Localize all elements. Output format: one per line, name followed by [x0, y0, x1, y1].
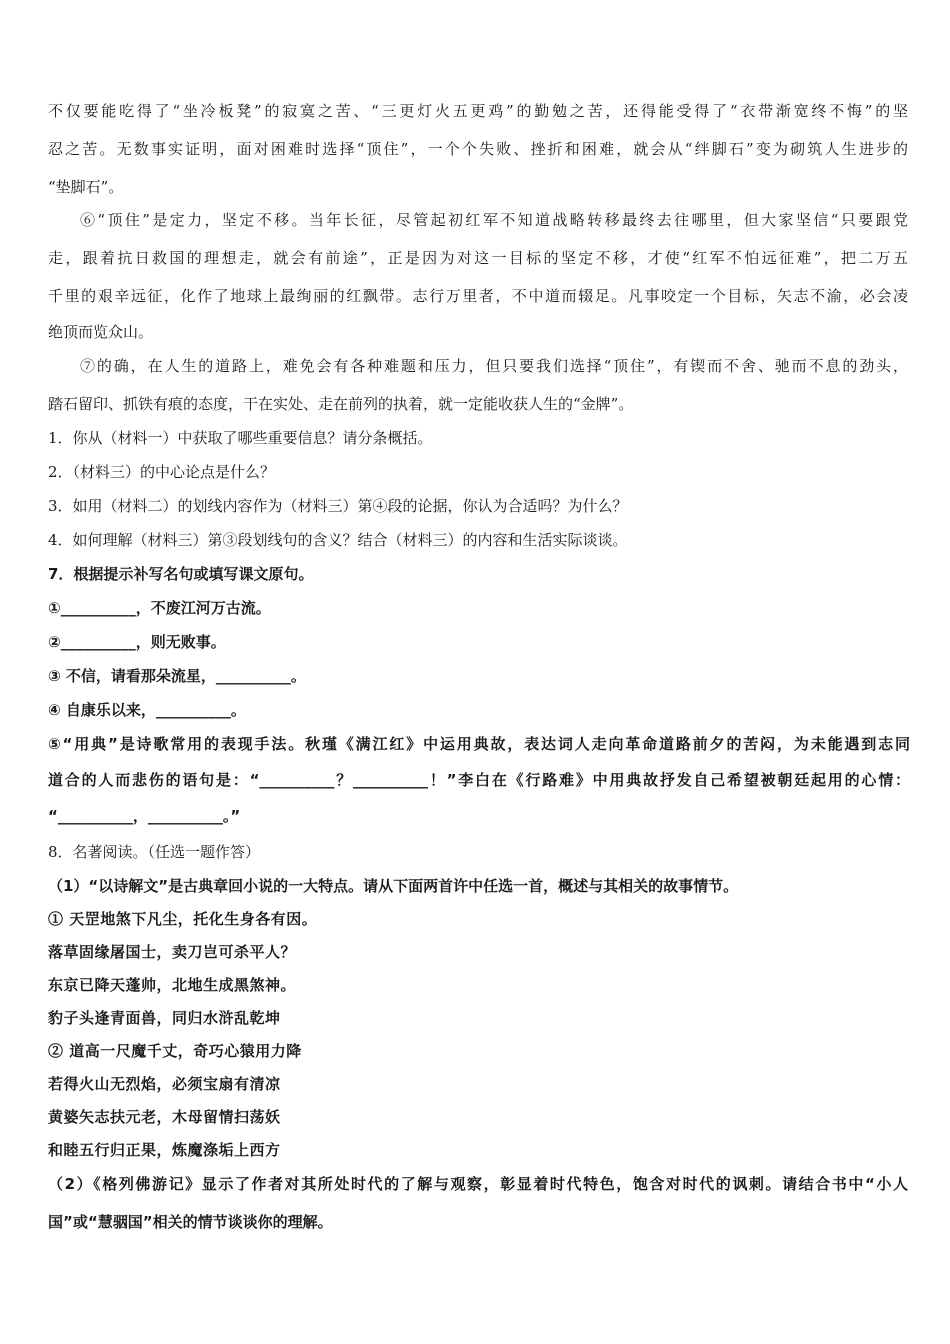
fill-blank-item: ③ 不信，请看那朵流星，__________。	[48, 667, 306, 685]
poem-2-line: 黄婆矢志扶元老，木母留情扫荡妖	[48, 1108, 281, 1126]
paragraph-6-line: ⑥“顶住”是定力，坚定不移。当年长征，尽管起初红军不知道战略转移最终去往哪里，但大家坚信“只要跟党	[80, 211, 908, 229]
poem-1-line: 落草固缘屠国士，卖刀岂可杀平人？	[48, 943, 297, 961]
fill-blank-item: “__________，__________。”	[48, 807, 241, 825]
poem-2-line: 若得火山无烈焰，必须宝扇有清凉	[48, 1075, 281, 1093]
question-8-sub2: （2）《格列佛游记》显示了作者对其所处时代的了解与观察，彰显着时代特色，饱含对时代的讽刺。请结合书中“小人	[48, 1175, 908, 1193]
question-3: 3．如用（材料二）的划线内容作为（材料三）第④段的论据，你认为合适吗？为什么？	[48, 497, 628, 515]
poem-2-line: ② 道高一尺魔千丈，奇巧心猿用力降	[48, 1042, 302, 1060]
paragraph-line: 忍之苦。无数事实证明，面对困难时选择“顶住”，一个个失败、挫折和困难，就会从“绊脚石”变为砌筑人生进步的	[48, 140, 908, 158]
fill-blank-item: ⑤“用典”是诗歌常用的表现手法。秋瑾《满江红》中运用典故，表达词人走向革命道路前夕的苦闷，为未能遇到志同	[48, 735, 910, 753]
poem-1-line: 豹子头逢青面兽，同归水浒乱乾坤	[48, 1009, 281, 1027]
poem-1-line: ① 天罡地煞下凡尘，托化生身各有因。	[48, 910, 318, 928]
fill-blank-item: ②__________，则无败事。	[48, 633, 226, 651]
question-7-title: 7．根据提示补写名句或填写课文原句。	[48, 565, 314, 583]
paragraph-7-line: ⑦的确，在人生的道路上，难免会有各种难题和压力，但只要我们选择“顶住”，有锲而不舍、驰而不息的劲头，	[80, 357, 908, 375]
paragraph-line: 不仅要能吃得了“坐冷板凳”的寂寞之苦、“三更灯火五更鸡”的勤勉之苦，还得能受得了“衣带渐宽终不悔”的坚	[48, 102, 908, 120]
paragraph-7-line: 踏石留印、抓铁有痕的态度，干在实处、走在前列的执着，就一定能收获人生的“金牌”。	[48, 395, 634, 413]
paragraph-line: “垫脚石”。	[48, 178, 124, 196]
paragraph-6-line: 走，跟着抗日救国的理想走，就会有前途”，正是因为对这一目标的坚定不移，才使“红军不怕远征难”，把二万五	[48, 249, 908, 267]
fill-blank-item: ④ 自康乐以来，__________。	[48, 701, 246, 719]
fill-blank-item: ①__________，不废江河万古流。	[48, 599, 271, 617]
question-8-sub1: （1）“以诗解文”是古典章回小说的一大特点。请从下面两首许中任选一首，概述与其相关的故事情节。	[48, 877, 739, 895]
question-8-sub2: 国”或“慧骃国”相关的情节谈谈你的理解。	[48, 1213, 333, 1231]
poem-2-line: 和睦五行归正果，炼魔涤垢上西方	[48, 1141, 281, 1159]
paragraph-6-line: 绝顶而览众山。	[48, 323, 154, 341]
question-8-title: 8．名著阅读。（任选一题作答）	[48, 843, 261, 861]
question-2: 2．（材料三）的中心论点是什么？	[48, 463, 276, 481]
fill-blank-item: 道合的人而悲伤的语句是：“__________？__________！”李白在《行路难》中用典故抒发自己希望被朝廷起用的心情：	[48, 771, 910, 789]
question-1: 1．你从（材料一）中获取了哪些重要信息？请分条概括。	[48, 429, 433, 447]
paragraph-6-line: 千里的艰辛远征，化作了地球上最绚丽的红飘带。志行万里者，不中道而辍足。凡事咬定一个目标，矢志不渝，必会凌	[48, 287, 908, 305]
question-4: 4．如何理解（材料三）第③段划线句的含义？结合（材料三）的内容和生活实际谈谈。	[48, 531, 628, 549]
poem-1-line: 东京已降天蓬帅，北地生成黑煞神。	[48, 976, 297, 994]
